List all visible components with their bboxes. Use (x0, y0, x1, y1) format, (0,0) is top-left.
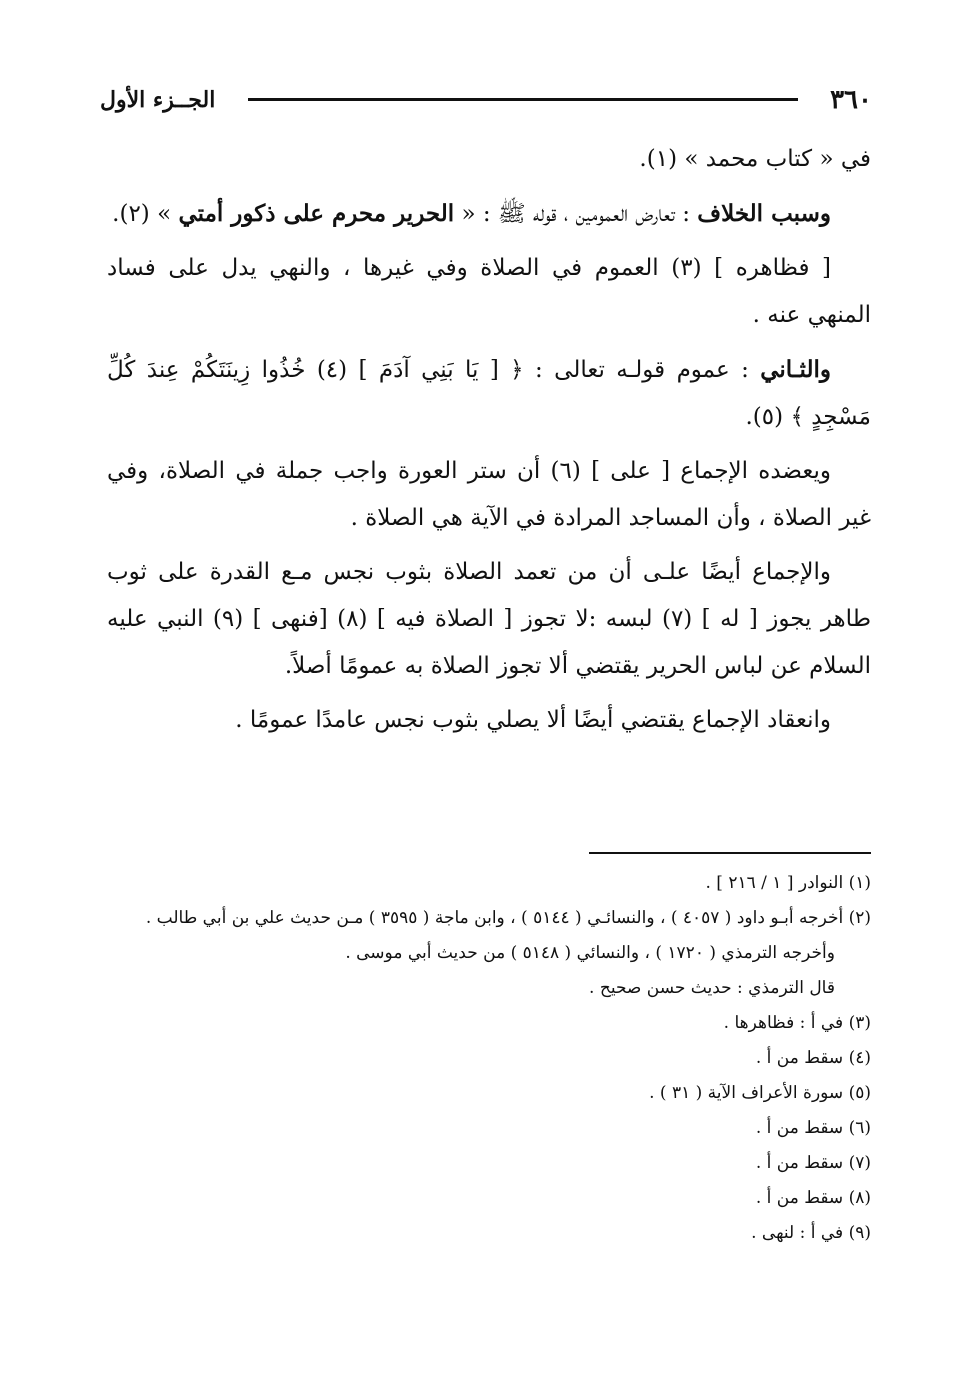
footnote-2: (٢) أخرجه أبـو داود ( ٤٠٥٧ ) ، والنسائـي ( ٥١٤٤ ) ، وابن ماجة ( ٣٥٩٥ ) مـن حديث علي بن أبي طالب . (145, 908, 871, 928)
footnote-6: (٦) سقط من أ . (755, 1118, 871, 1138)
paragraph-1: في « كتاب محمد » (١). (639, 146, 871, 172)
paragraph-2 (107, 190, 871, 238)
footnote-5: (٥) سورة الأعراف الآية ( ٣١ ) . (649, 1083, 871, 1103)
paragraph-2-end: » (٢). (112, 201, 179, 227)
paragraph-7: وانعقاد الإجماع يقتضي أيضًا ألا يصلي بثوب نجس عامدًا عمومًا . (235, 707, 831, 733)
footnote-7: (٧) سقط من أ . (755, 1153, 871, 1173)
paragraph-5: ويعضده الإجماع [ على ] (٦) أن ستر العورة واجب جملة في الصلاة، وفي غير الصلاة ، وأن المساجد المرادة في الآية هي الصلاة . (107, 458, 871, 531)
page-number: ٣٦٠ (830, 85, 872, 115)
paragraph-4-text: : عموم قولـه تعالى : ﴿ [ يَا بَنِي آدَمَ ] (٤) خُذُوا زِينَتَكُمْ عِندَ كُلِّ مَسْجِدٍ ﴾ (٥). (107, 357, 871, 430)
footnote-2-grading: قال الترمذي : حديث حسن صحيح . (589, 978, 835, 998)
footnote-8: (٨) سقط من أ . (755, 1188, 871, 1208)
paragraph-3: [ فظاهره ] (٣) العموم في الصلاة وفي غيرها ، والنهي يدل على فساد المنهي عنه . (107, 255, 871, 328)
paragraph-4-lead: والثـاني (760, 356, 831, 383)
paragraph-4 (107, 346, 871, 441)
main-text (107, 136, 871, 751)
footnote-3: (٣) في أ : فظاهرها . (723, 1013, 871, 1033)
footnote-1: (١) النوادر [ ١ / ٢١٦ ] . (705, 873, 871, 893)
paragraph-2-text: : تعارض العمومين ، قوله ﷺ : « (454, 201, 698, 227)
page-header (100, 78, 872, 124)
paragraph-2-hadith: الحرير محرم على ذكور أمتي (178, 200, 455, 227)
header-rule (248, 98, 798, 101)
part-title: الجــزء الأول (100, 87, 216, 113)
paragraph-6: والإجماع أيضًا علـى أن من تعمد الصلاة بثوب نجس مـع القدرة على ثوب طاهر يجوز [ له ] (٧) لبسه :لا تجوز [ الصلاة فيه ] (٨) [فنهى ] (٩) النبي عليه السلام عن لباس الحرير يقتضي ألا تجوز الصلاة به عمومًا أصلاً. (107, 559, 871, 679)
footnote-4: (٤) سقط من أ . (755, 1048, 871, 1068)
paragraph-2-lead: وسبب الخلاف (697, 200, 831, 227)
footnotes (101, 866, 871, 1251)
footnote-2-continued: وأخرجه الترمذي ( ١٧٢٠ ) ، والنسائي ( ٥١٤٨ ) من حديث أبي موسى . (345, 943, 835, 963)
footnote-9: (٩) في أ : لنهى . (751, 1223, 871, 1243)
footnote-rule (589, 852, 871, 854)
